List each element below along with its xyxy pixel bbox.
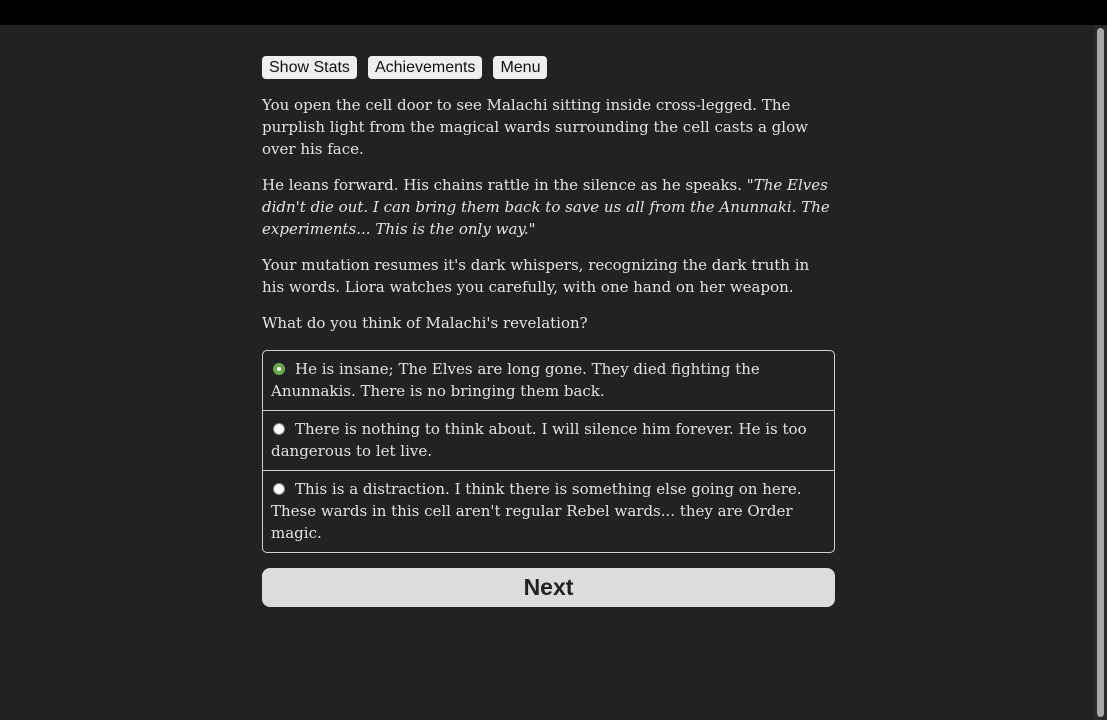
choice-option[interactable] <box>263 351 834 410</box>
window-top-bar <box>0 0 1107 25</box>
dialogue-tail: " <box>528 220 536 238</box>
menu-button[interactable]: Menu <box>493 56 547 79</box>
story-paragraph-3: Your mutation resumes it's dark whispers, recognizing the dark truth in his words. Liora watches you carefully, with one hand on her weapon. <box>262 256 810 296</box>
scrollbar-thumb[interactable] <box>1097 28 1104 717</box>
next-button[interactable]: Next <box>262 568 835 607</box>
choice-question: What do you think of Malachi's revelation? <box>262 314 588 332</box>
scrollbar[interactable] <box>1094 25 1107 720</box>
dialogue-lead: He leans forward. His chains rattle in the silence as he speaks. " <box>262 176 754 194</box>
toolbar <box>262 56 835 79</box>
radio-button[interactable] <box>273 423 285 435</box>
choice-option[interactable] <box>263 470 834 552</box>
achievements-button[interactable]: Achievements <box>368 56 483 79</box>
radio-button[interactable] <box>273 363 285 375</box>
choice-option[interactable] <box>263 410 834 470</box>
choice-list <box>262 350 835 553</box>
choice-text: He is insane; The Elves are long gone. They died fighting the Anunnakis. There is no bringing them back. <box>271 360 760 400</box>
choice-text: This is a distraction. I think there is something else going on here. These wards in this cell aren't regular Rebel wards... they are Order magic. <box>271 480 802 542</box>
show-stats-button[interactable]: Show Stats <box>262 56 357 79</box>
choice-text: There is nothing to think about. I will silence him forever. He is too dangerous to let live. <box>271 420 807 460</box>
story-paragraph-2 <box>262 174 835 240</box>
story-paragraph-1: You open the cell door to see Malachi sitting inside cross-legged. The purplish light from the magical wards surrounding the cell casts a glow over his face. <box>262 96 808 158</box>
radio-button[interactable] <box>273 483 285 495</box>
dialogue-quote: The Elves didn't die out. I can bring them back to save us all from the Anunnaki. The experiments... This is the only way. <box>262 176 830 238</box>
game-content <box>262 56 835 607</box>
